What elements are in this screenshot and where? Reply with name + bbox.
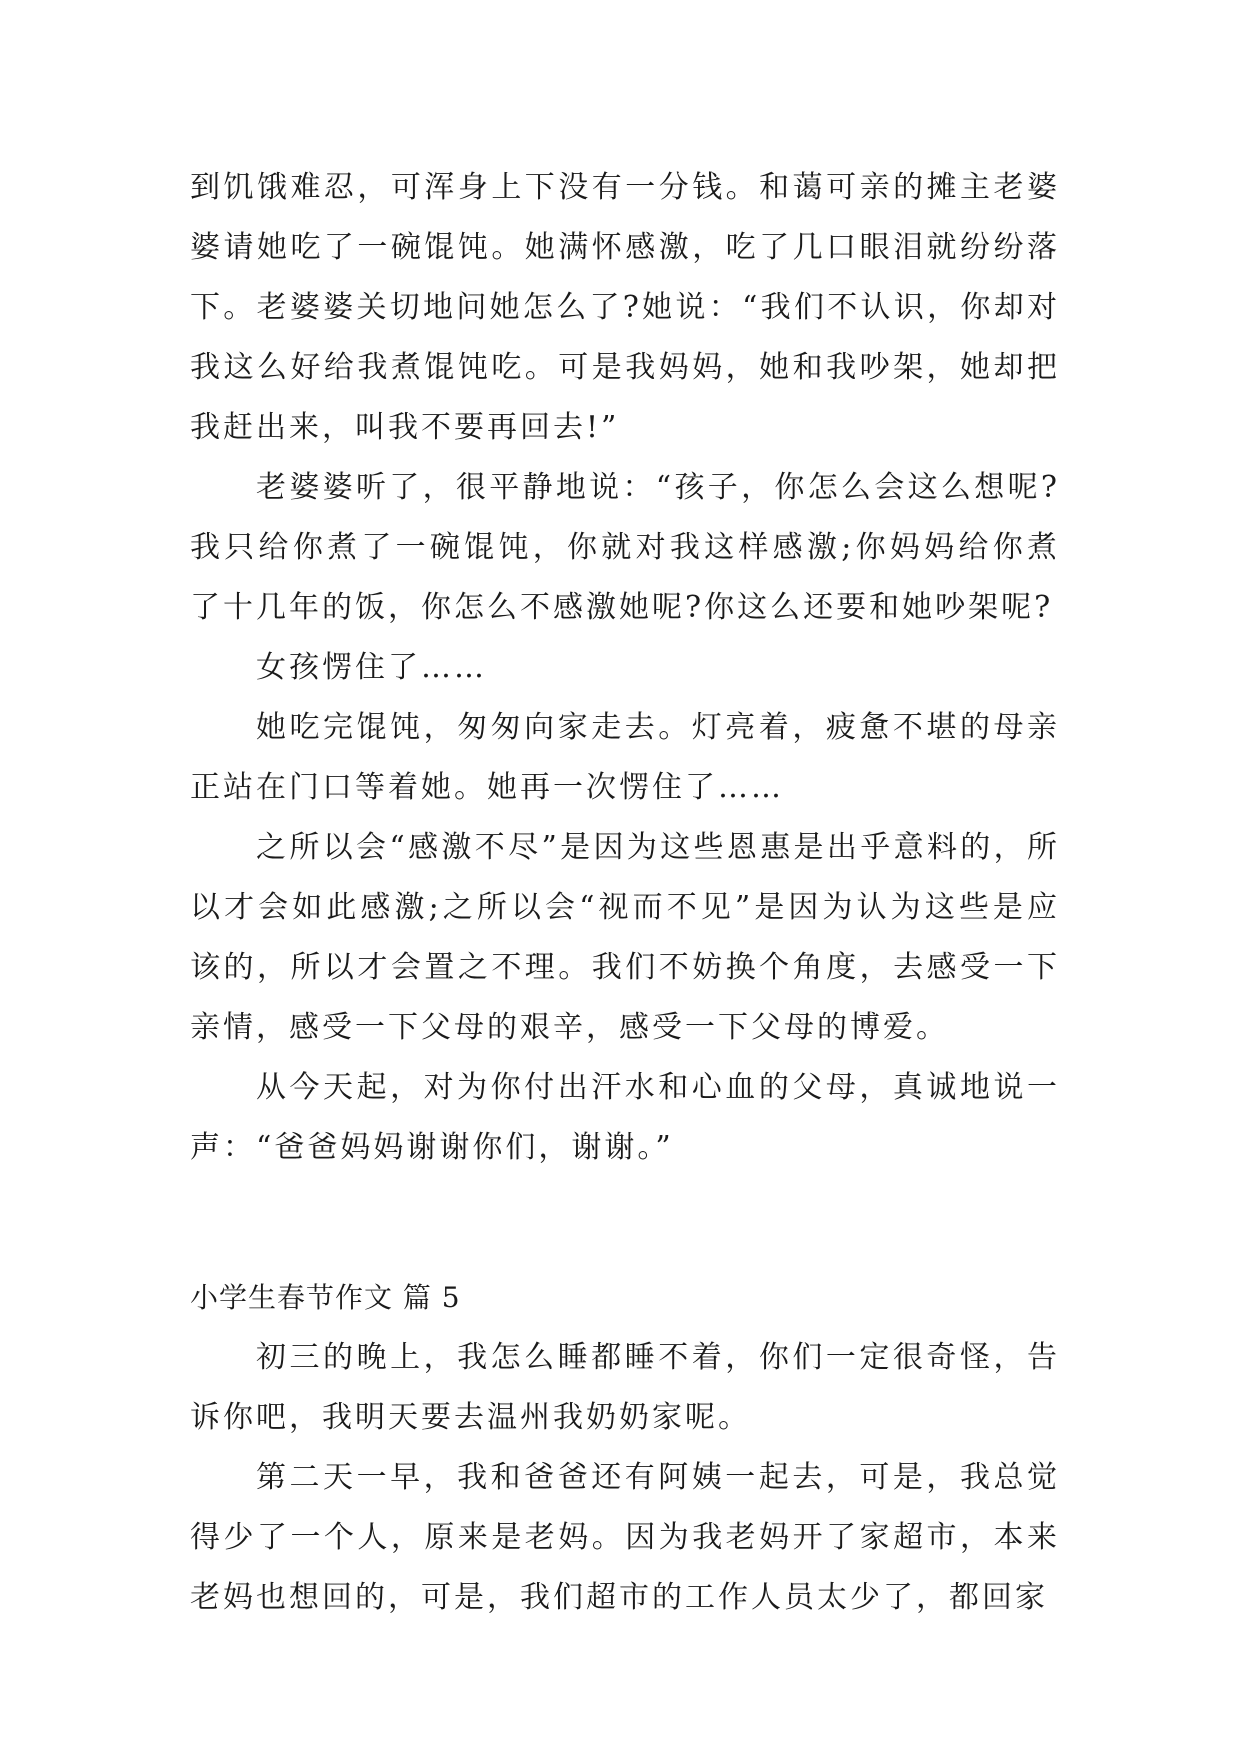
paragraph: 女孩愣住了…… <box>256 650 487 685</box>
paragraph: 第二天一早，我和爸爸还有阿姨一起去，可是，我总觉得少了一个人，原来是老妈。因为我老妈开了家超市，本来老妈也想回的，可是，我们超市的工作人员太少了，都回家 <box>190 1460 1060 1615</box>
paragraph: 从今天起，对为你付出汗水和心血的父母，真诚地说一声：“爸爸妈妈谢谢你们，谢谢。” <box>190 1070 1060 1165</box>
section-gap <box>190 1178 1060 1268</box>
text-column <box>190 158 1060 1628</box>
section-title: 小学生春节作文 篇 5 <box>190 1281 461 1314</box>
paragraph: 初三的晚上，我怎么睡都睡不着，你们一定很奇怪，告诉你吧，我明天要去温州我奶奶家呢。 <box>190 1340 1060 1435</box>
paragraph: 老婆婆听了，很平静地说：“孩子，你怎么会这么想呢?我只给你煮了一碗馄饨，你就对我这样感激;你妈妈给你煮了十几年的饭，你怎么不感激她呢?你这么还要和她吵架呢? <box>190 470 1060 625</box>
paragraph: 到饥饿难忍，可浑身上下没有一分钱。和蔼可亲的摊主老婆婆请她吃了一碗馄饨。她满怀感激，吃了几口眼泪就纷纷落下。老婆婆关切地问她怎么了?她说：“我们不认识，你却对我这么好给我煮馄饨吃。可是我妈妈，她和我吵架，她却把我赶出来，叫我不要再回去!” <box>190 170 1060 445</box>
paragraph: 她吃完馄饨，匆匆向家走去。灯亮着，疲惫不堪的母亲正站在门口等着她。她再一次愣住了…… <box>190 710 1060 805</box>
paragraph: 之所以会“感激不尽”是因为这些恩惠是出乎意料的，所以才会如此感激;之所以会“视而不见”是因为认为这些是应该的，所以才会置之不理。我们不妨换个角度，去感受一下亲情，感受一下父母的艰辛，感受一下父母的博爱。 <box>190 830 1060 1045</box>
